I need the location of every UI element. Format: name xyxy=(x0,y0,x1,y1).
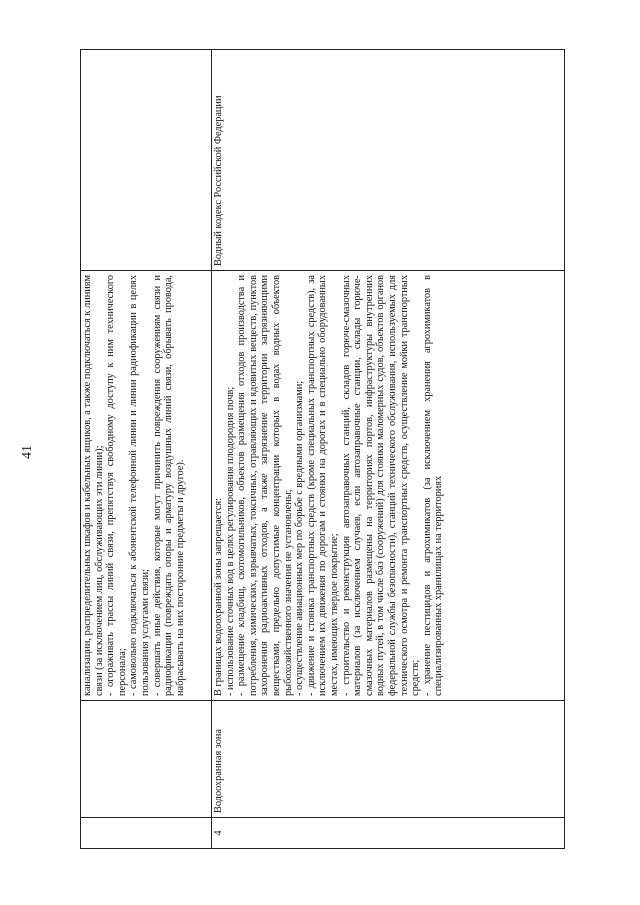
restrictions-table xyxy=(80,49,565,849)
rotated-page-content xyxy=(80,49,590,849)
restrictions-cell xyxy=(81,271,212,701)
restrictions-text: В границах водоохранной зоны запрещается: - использование сточных вод в целях регулирования плодородия почв; - размещение кладбищ, скотомогильников, объектов размещения отходов производства и потребления, химических, взрывчатых, токсичных, отравляющих и ядовитых веществ, пунктов захоронения радиоактивных отходов, а также загрязнение территории загрязняющими веществами, предельно допустимые концентрации которых в водах водных объектов рыбохозяйственного значения не установлены; - осуществление авиационных мер по борьбе с вредными организмами; - движение и стоянка транспортных средств (кроме специальных транспортных средств), за исключением их движения по дорогам и стоянки на дорогах и в специально оборудованных местах, имеющих твердое покрытие; - строительство и реконструкция автозаправочных станций, складов горюче-смазочных материалов (за исключением случаев, если автозаправочные станции, склады горюче-смазочных материалов размещены на территориях портов, инфраструктуры внутренних водных путей, в том числе баз (сооружений) для стоянки маломерных судов, объектов органов федеральной службы безопасности), станций технического обслуживания, используемых для технического осмотра и ремонта транспортных средств, осуществление мойки транспортных средств; - хранение пестицидов и агрохимикатов (за исключением хранения агрохимикатов в специализированных хранилищах на территориях xyxy=(213,275,445,696)
legal-basis-cell: Водный кодекс Российской Федерации xyxy=(212,50,565,271)
row-number-cell: 4 xyxy=(212,818,565,849)
table-row xyxy=(212,50,565,849)
zone-name-cell xyxy=(81,701,212,818)
row-number-cell xyxy=(81,818,212,849)
page-number: 41 xyxy=(20,445,35,459)
restrictions-cell xyxy=(212,271,565,701)
table-row xyxy=(81,50,212,849)
legal-basis-cell xyxy=(81,50,212,271)
zone-name-cell: Водоохранная зона xyxy=(212,701,565,818)
restrictions-text: канализации, распределительных шкафов и кабельных ящиков, а также подключаться к линиям связи (за исключением лиц, обслуживающих эти линии); - огораживать трассы линий связи, препятствуя свободному доступу к ним технического персонала; - самовольно подключаться к абонентской телефонной линии и линии радиофикации в целях пользования услугами связи; - совершать иные действия, которые могут причинить повреждения сооружениям связи и радиофикации (повреждать опоры и арматуру воздушных линий связи, обрывать провода, набрасывать на них посторонние предметы и другое). xyxy=(82,275,186,696)
